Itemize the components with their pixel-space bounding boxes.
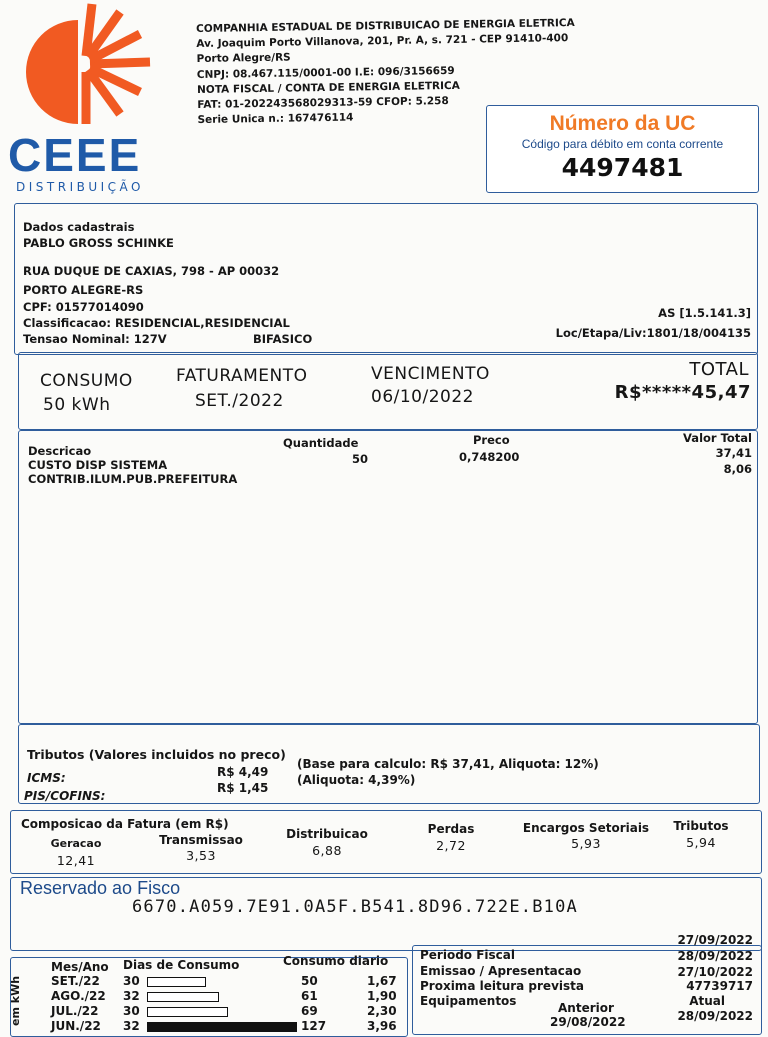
composition-value-tributos: 5,94: [686, 835, 716, 850]
vencimento-label: VENCIMENTO: [371, 364, 490, 384]
anterior-date: 29/08/2022: [550, 1015, 626, 1029]
history-row-1-bar: [147, 977, 206, 987]
vencimento-value: 06/10/2022: [371, 387, 474, 407]
periodo-fiscal-label: Periodo Fiscal: [420, 948, 515, 962]
history-row-4-mes: JUN./22: [51, 1019, 101, 1033]
history-row-1-dias: 30: [123, 974, 140, 988]
icms-value: R$ 4,49: [217, 765, 269, 779]
history-row-3-bar: [147, 1007, 228, 1017]
history-row-2-bar: [147, 992, 219, 1002]
table-row-1-valor: 37,41: [715, 446, 752, 460]
consumo-label: CONSUMO: [40, 371, 133, 391]
col-header-descricao: Descricao: [28, 444, 92, 458]
uc-title: Número da UC: [549, 112, 696, 135]
uc-number-box: [486, 105, 759, 193]
taxes-heading: Tributos (Valores incluidos no preco): [27, 747, 286, 762]
bill-composition-box: [10, 810, 762, 874]
history-row-1-diario: 1,67: [367, 974, 397, 988]
pis-cofins-value: R$ 1,45: [217, 781, 269, 795]
composition-value-perdas: 2,72: [436, 838, 466, 853]
table-row-1-preco: 0,748200: [459, 450, 520, 464]
customer-data-box: [14, 203, 758, 355]
periodo-fiscal-date: 27/09/2022: [677, 933, 753, 947]
table-row-1-descricao: CUSTO DISP SISTEMA: [28, 458, 168, 472]
composition-label-distribuicao: Distribuicao: [286, 827, 368, 841]
history-axis-label: em kWh: [9, 975, 22, 1026]
as-code: AS [1.5.141.3]: [658, 306, 751, 320]
composition-value-encargos: 5,93: [571, 836, 601, 851]
consumption-history: [9, 954, 408, 1037]
uc-subtitle: Código para débito em conta corrente: [521, 137, 724, 151]
fisco-code: 6670.A059.7E91.0A5F.B541.8D96.722E.B10A: [132, 897, 578, 917]
composition-label-tributos: Tributos: [673, 819, 729, 833]
composition-label-geracao: Geracao: [50, 837, 102, 850]
nominal-voltage: Tensao Nominal: 127V: [23, 332, 167, 346]
consumo-value: 50 kWh: [43, 395, 111, 415]
history-header-mes: Mes/Ano: [51, 960, 109, 974]
table-row-2-descricao: CONTRIB.ILUM.PUB.PREFEITURA: [28, 472, 238, 486]
periodo-fiscal-date-end: 28/09/2022: [677, 949, 753, 963]
composition-value-distribuicao: 6,88: [312, 843, 342, 858]
faturamento-value: SET./2022: [195, 391, 284, 411]
total-label: TOTAL: [689, 359, 749, 380]
pis-cofins-note: (Aliquota: 4,39%): [297, 773, 416, 787]
history-row-4-kwh: 127: [301, 1019, 327, 1033]
customer-city: PORTO ALEGRE-RS: [23, 283, 144, 297]
icms-label: ICMS:: [27, 771, 66, 785]
history-row-2-kwh: 61: [301, 989, 318, 1003]
customer-classification: Classificacao: RESIDENCIAL,RESIDENCIAL: [23, 316, 290, 330]
col-header-quantidade: Quantidade: [283, 436, 359, 450]
phase-type: BIFASICO: [253, 332, 313, 346]
history-header-dias: Dias de Consumo: [123, 958, 240, 972]
composition-heading: Composicao da Fatura (em R$): [21, 817, 229, 831]
fiscal-period-box: [412, 933, 762, 1035]
composition-value-transmissao: 3,53: [186, 848, 216, 863]
emissao-date: 27/10/2022: [677, 965, 753, 979]
atual-date: 28/09/2022: [677, 1009, 753, 1023]
uc-number: 4497481: [561, 153, 684, 182]
company-cnpj: CNPJ: 08.467.115/0001-00 I.E: 096/3156659: [196, 64, 455, 81]
history-row-4-bar: [147, 1022, 297, 1032]
history-row-2-diario: 1,90: [367, 989, 397, 1003]
col-header-valor-total: Valor Total: [683, 431, 752, 445]
fat-number: FAT: 01-202243568029313-59 CFOP: 5.258: [197, 95, 449, 112]
composition-label-transmissao: Transmissao: [159, 833, 243, 847]
company-city: Porto Alegre/RS: [196, 51, 291, 66]
history-header-consumo: Consumo diario: [283, 954, 389, 968]
anterior-label: Anterior: [558, 1001, 614, 1015]
customer-cpf: CPF: 01577014090: [23, 300, 144, 314]
composition-value-geracao: 12,41: [56, 853, 96, 868]
serie-number: Serie Unica n.: 167476114: [197, 111, 354, 127]
taxes-box: [18, 724, 760, 804]
loc-etapa-liv: Loc/Etapa/Liv:1801/18/004135: [555, 326, 751, 340]
history-row-3-diario: 2,30: [367, 1004, 397, 1018]
history-row-3-kwh: 69: [301, 1004, 318, 1018]
history-row-4-dias: 32: [123, 1019, 140, 1033]
history-row-1-kwh: 50: [301, 974, 318, 988]
history-row-3-mes: JUL./22: [51, 1004, 99, 1018]
history-row-3-dias: 30: [123, 1004, 140, 1018]
history-row-2-dias: 32: [123, 989, 140, 1003]
company-address: Av. Joaquim Porto Villanova, 201, Pr. A, s. 721 - CEP 91410-400: [196, 32, 569, 51]
table-row-2-valor: 8,06: [723, 462, 752, 476]
proxima-leitura-label: Proxima leitura prevista: [420, 979, 584, 993]
customer-data-heading: Dados cadastrais: [23, 220, 135, 234]
billing-summary: [18, 352, 758, 430]
history-row-2-mes: AGO./22: [51, 989, 106, 1003]
logo-subtitle: DISTRIBUIÇÃO: [16, 180, 144, 194]
history-row-4-diario: 3,96: [367, 1019, 397, 1033]
emissao-label: Emissao / Apresentacao: [420, 964, 582, 978]
items-table: [18, 430, 758, 724]
history-row-1-mes: SET./22: [51, 974, 100, 988]
composition-label-perdas: Perdas: [427, 822, 475, 836]
document-type: NOTA FISCAL / CONTA DE ENERGIA ELETRICA: [196, 79, 460, 96]
col-header-preco: Preco: [473, 433, 510, 447]
table-row-1-quantidade: 50: [352, 452, 369, 466]
ceee-logo-icon: [0, 0, 160, 130]
fisco-title: Reservado ao Fisco: [20, 878, 181, 898]
proxima-leitura-value: 47739717: [686, 979, 753, 993]
pis-cofins-label: PIS/COFINS:: [24, 789, 106, 803]
faturamento-label: FATURAMENTO: [176, 366, 308, 386]
customer-street: RUA DUQUE DE CAXIAS, 798 - AP 00032: [23, 264, 280, 278]
customer-name: PABLO GROSS SCHINKE: [23, 236, 174, 250]
logo-wordmark: CEEE: [8, 129, 142, 181]
icms-note: (Base para calculo: R$ 37,41, Aliquota: 12%): [297, 757, 599, 771]
equipamentos-label: Equipamentos: [420, 994, 517, 1008]
total-value: R$*****45,47: [614, 382, 751, 403]
company-name: COMPANHIA ESTADUAL DE DISTRIBUICAO DE ENERGIA ELETRICA: [196, 17, 575, 35]
fisco-box: [10, 877, 762, 951]
atual-label: Atual: [689, 994, 725, 1008]
composition-label-encargos: Encargos Setoriais: [522, 821, 650, 835]
